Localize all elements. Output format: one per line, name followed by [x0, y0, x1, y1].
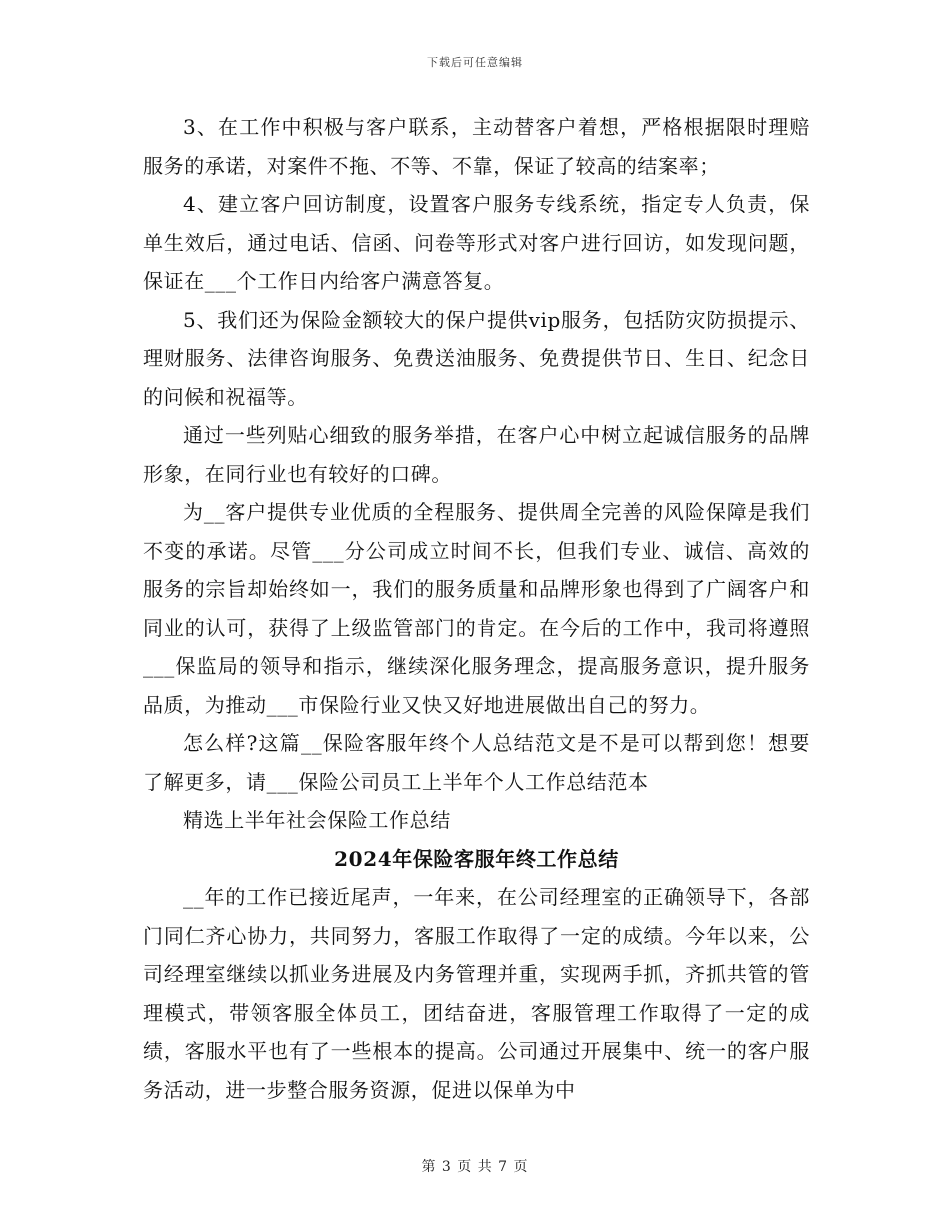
paragraph-summary: 通过一些列贴心细致的服务举措，在客户心中树立起诚信服务的品牌形象，在同行业也有较好的口碑。 — [143, 423, 810, 486]
paragraph-item-4: 4、建立客户回访制度，设置客户服务专线系统，指定专人负责，保单生效后，通过电话、信函、问卷等形式对客户进行回访，如发现问题，保证在___个工作日内给客户满意答复。 — [143, 192, 810, 293]
document-body — [143, 108, 810, 1109]
paragraph-item-5: 5、我们还为保险金额较大的保户提供vip服务，包括防灾防损提示、理财服务、法律咨询服务、免费送油服务、免费提供节日、生日、纪念日的问候和祝福等。 — [143, 307, 810, 409]
section-paragraph: __年的工作已接近尾声，一年来，在公司经理室的正确领导下，各部门同仁齐心协力，共同努力，客服工作取得了一定的成绩。今年以来，公司经理室继续以抓业务进展及内务管理并重，实现两手抓，齐抓共管的管理模式，带领客服全体员工，团结奋进，客服管理工作取得了一定的成绩，客服水平也有了一些根本的提高。公司通过开展集中、统一的客户服务活动，进一步整合服务资源，促进以保单为中 — [143, 885, 810, 1102]
page-footer-number: 第 3 页 共 7 页 — [421, 1159, 529, 1175]
paragraph-item-3: 3、在工作中积极与客户联系，主动替客户着想，严格根据限时理赔服务的承诺，对案件不拖、不等、不靠，保证了较高的结案率； — [143, 115, 810, 178]
paragraph-commitment: 为__客户提供专业优质的全程服务、提供周全完善的风险保障是我们不变的承诺。尽管___分公司成立时间不长，但我们专业、诚信、高效的服务的宗旨却始终如一，我们的服务质量和品牌形象也得到了广阔客户和同业的认可，获得了上级监管部门的肯定。在今后的工作中，我司将遵照___保监局的领导和指示，继续深化服务理念，提高服务意识，提升服务品质，为推动___市保险行业又快又好地进展做出自己的努力。 — [143, 500, 810, 717]
related-link-text: 精选上半年社会保险工作总结 — [183, 808, 451, 832]
paragraph-promo: 怎么样?这篇__保险客服年终个人总结范文是不是可以帮到您！想要了解更多，请___保险公司员工上半年个人工作总结范本 — [143, 731, 810, 794]
page-header-note: 下载后可任意编辑 — [427, 56, 523, 69]
section-title: 2024年保险客服年终工作总结 — [334, 846, 619, 871]
